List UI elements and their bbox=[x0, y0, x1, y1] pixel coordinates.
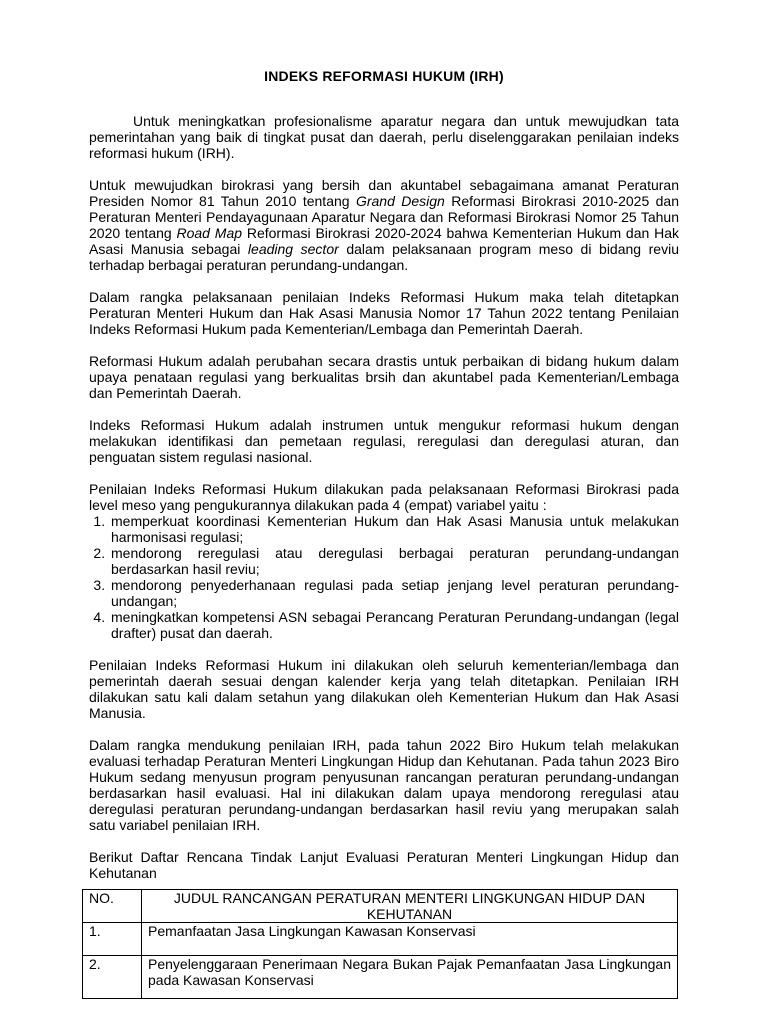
text-run: Untuk mewujudkan birokrasi yang bersih dan akuntabel sebagaimana amanat Peraturan Presiden Nomor 81 Tahun 2010 tentang bbox=[89, 177, 679, 209]
text-run: Reformasi Birokrasi 2020-2024 bahwa Kementerian Hukum dan Hak Asasi Manusia sebagai bbox=[89, 225, 680, 257]
table-row bbox=[83, 923, 678, 956]
column-header-no: NO. bbox=[83, 890, 142, 923]
list-item: 4. meningkatkan kompetensi ASN sebagai Perancang Peraturan Perundang-undangan (legal drafter) pusat dan daerah. bbox=[109, 609, 679, 641]
list-item: 1. memperkuat koordinasi Kementerian Hukum dan Hak Asasi Manusia untuk melakukan harmonisasi regulasi; bbox=[109, 513, 679, 545]
column-header-judul: JUDUL RANCANGAN PERATURAN MENTERI LINGKUNGAN HIDUP DAN KEHUTANAN bbox=[142, 890, 678, 923]
italic-run: leading sector bbox=[247, 241, 339, 257]
rencana-table bbox=[82, 889, 678, 999]
cell-judul: Penyelenggaraan Penerimaan Negara Bukan Pajak Pemanfaatan Jasa Lingkungan pada Kawasan Konservasi bbox=[142, 956, 678, 999]
paragraph-biro-hukum: Dalam rangka mendukung penilaian IRH, pada tahun 2022 Biro Hukum telah melakukan evaluasi terhadap Peraturan Menteri Lingkungan Hidup dan Kehutanan. Pada tahun 2023 Biro Hukum sedang menyusun program penyusunan rancangan peraturan perundang-undangan berdasarkan hasil evaluasi. Hal ini dilakukan dalam upaya mendorong reregulasi atau deregulasi peraturan perundang-undangan berdasarkan hasil reviu yang merupakan salah satu variabel penilaian IRH. bbox=[89, 737, 679, 833]
text-run: Reformasi Birokrasi 2010-2025 dan Peraturan Menteri Pendayagunaan Aparatur Negara dan Reformasi Birokrasi Nomor 25 Tahun 2020 tentang bbox=[89, 193, 679, 241]
list-item: 2. mendorong reregulasi atau deregulasi berbagai peraturan perundang-undangan berdasarkan hasil reviu; bbox=[109, 545, 679, 577]
variable-list bbox=[89, 513, 679, 641]
paragraph-daftar-intro: Berikut Daftar Rencana Tindak Lanjut Evaluasi Peraturan Menteri Lingkungan Hidup dan Kehutanan bbox=[89, 849, 679, 881]
cell-judul: Pemanfaatan Jasa Lingkungan Kawasan Konservasi bbox=[142, 923, 678, 956]
paragraph-pelaksanaan: Penilaian Indeks Reformasi Hukum ini dilakukan oleh seluruh kementerian/lembaga dan pemerintah daerah sesuai dengan kalender kerja yang telah ditetapkan. Penilaian IRH dilakukan satu kali dalam setahun yang dilakukan oleh Kementerian Hukum dan Hak Asasi Manusia. bbox=[89, 657, 679, 721]
paragraph-variabel-intro: Penilaian Indeks Reformasi Hukum dilakukan pada pelaksanaan Reformasi Birokrasi pada level meso yang pengukurannya dilakukan pada 4 (empat) variabel yaitu : bbox=[89, 481, 679, 513]
document-title: INDEKS REFORMASI HUKUM (IRH) bbox=[264, 68, 504, 84]
table-row bbox=[83, 956, 678, 999]
paragraph-penetapan: Dalam rangka pelaksanaan penilaian Indeks Reformasi Hukum maka telah ditetapkan Peraturan Menteri Hukum dan Hak Asasi Manusia Nomor 17 Tahun 2022 tentang Penilaian Indeks Reformasi Hukum pada Kementerian/Lembaga dan Pemerintah Daerah. bbox=[89, 289, 679, 337]
italic-run: Grand Design bbox=[355, 193, 445, 209]
paragraph-intro: Untuk meningkatkan profesionalisme aparatur negara dan untuk mewujudkan tata pemerintahan yang baik di tingkat pusat dan daerah, perlu diselenggarakan penilaian indeks reformasi hukum (IRH). bbox=[89, 113, 679, 161]
table-header-row bbox=[83, 890, 678, 923]
document-body bbox=[89, 113, 679, 999]
paragraph-reformasi-hukum: Reformasi Hukum adalah perubahan secara drastis untuk perbaikan di bidang hukum dalam upaya penataan regulasi yang berkualitas brsih dan akuntabel pada Kementerian/Lembaga dan Pemerintah Daerah. bbox=[89, 353, 679, 401]
text-run: dalam pelaksanaan program meso di bidang reviu terhadap berbagai peraturan perundang-undangan. bbox=[89, 241, 679, 273]
italic-run: Road Map bbox=[176, 225, 243, 241]
paragraph-indeks-definisi: Indeks Reformasi Hukum adalah instrumen untuk mengukur reformasi hukum dengan melakukan identifikasi dan pemetaan regulasi, reregulasi dan deregulasi aturan, dan penguatan sistem regulasi nasional. bbox=[89, 417, 679, 465]
paragraph-birokrasi bbox=[89, 177, 679, 273]
cell-no: 2. bbox=[83, 956, 142, 999]
cell-no: 1. bbox=[83, 923, 142, 956]
list-item: 3. mendorong penyederhanaan regulasi pada setiap jenjang level peraturan perundang-undangan; bbox=[109, 577, 679, 609]
